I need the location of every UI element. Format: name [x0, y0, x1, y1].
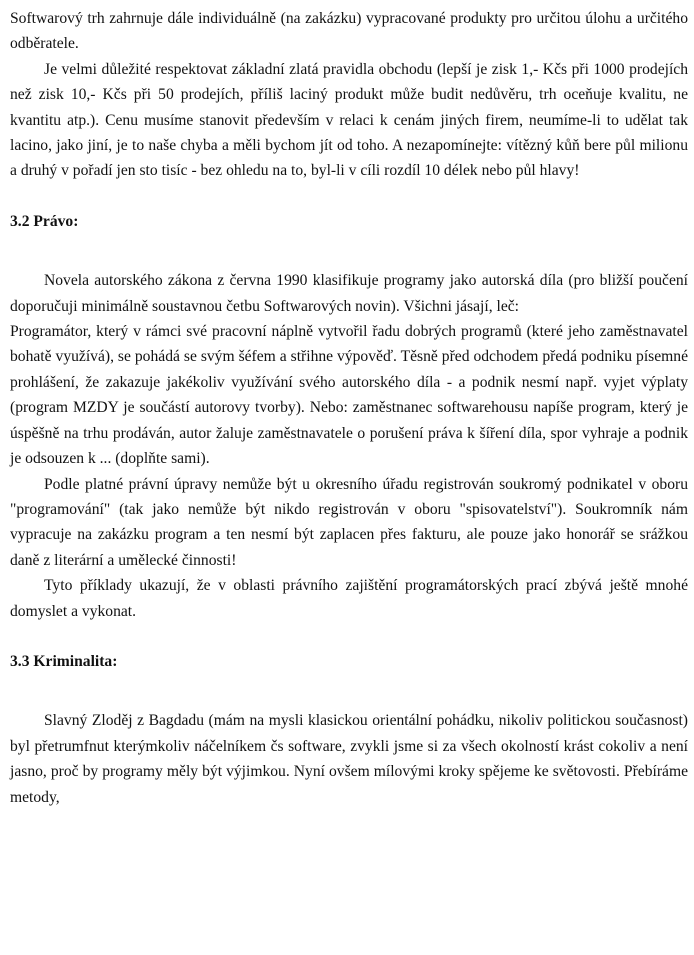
section-spacer — [10, 674, 688, 708]
section-spacer — [10, 624, 688, 649]
law-paragraph-4: Tyto příklady ukazují, že v oblasti právního zajištění programátorských prací zbývá ještě mnohé domyslet a vykonat. — [10, 577, 688, 620]
section-spacer — [10, 234, 688, 268]
section-spacer — [10, 184, 688, 209]
document-page — [10, 6, 688, 810]
intro-paragraph-2: Je velmi důležité respektovat základní zlatá pravidla obchodu (lepší je zisk 1,- Kčs při 1000 prodejích než zisk 10,- Kčs při 50 prodejích, příliš laciný produkt může budit nedůvěru, trh oceňuje kvalitu, ne kvantitu atp.). Cenu musíme stanovit především v relaci k cenám jiných firem, neumíme-li to udělat tak lacino, jako jiní, je to naše chyba a měli bychom jít od toho. A nezapomínejte: vítězný kůň bere půl milionu a druhý v pořadí jen sto tisíc - bez ohledu na to, byl-li v cíli rozdíl 10 délek nebo půl hlavy! — [10, 60, 688, 180]
intro-paragraph-1: Softwarový trh zahrnuje dále individuálně (na zakázku) vypracované produkty pro určitou úlohu a určitého odběratele. — [10, 10, 688, 53]
section-heading-law: 3.2 Právo: — [10, 212, 79, 230]
section-heading-crime: 3.3 Kriminalita: — [10, 652, 118, 670]
law-paragraph-1: Novela autorského zákona z června 1990 klasifikuje programy jako autorská díla (pro bližší poučení doporučuji minimálně soustavnou četbu Softwarových novin). Všichni jásají, leč: — [10, 272, 688, 315]
crime-paragraph-1: Slavný Zloděj z Bagdadu (mám na mysli klasickou orientální pohádku, nikoliv politickou současnost) byl přetrumfnut kterýmkoliv náčelníkem čs software, zvykli jsme si za všech okolností krást cokoliv a není jasno, proč by programy měly být výjimkou. Nyní ovšem mílovými kroky spějeme ke světovosti. Přebíráme metody, — [10, 712, 688, 806]
law-paragraph-3: Podle platné právní úpravy nemůže být u okresního úřadu registrován soukromý podnikatel v oboru "programování" (tak jako nemůže být nikdo registrován v oboru "spisovatelství"). Soukromník nám vypracuje na zakázku program a ten nesmí být zaplacen přes fakturu, ale pouze jako honorář se srážkou daně z literární a umělecké činnosti! — [10, 475, 688, 569]
law-paragraph-2: Programátor, který v rámci své pracovní náplně vytvořil řadu dobrých programů (které jeho zaměstnavatel bohatě využívá), se pohádá se svým šéfem a střihne výpověď. Těsně před odchodem předá podniku písemné prohlášení, že zakazuje jakékoliv využívání svého autorského díla - a podnik nesmí např. vyjet výplaty (program MZDY je součástí autorovy tvorby). Nebo: zaměstnanec softwarehousu napíše program, který je úspěšně na trhu prodáván, autor žaluje zaměstnavatele o porušení práva k šíření díla, spor vyhraje a podnik je odsouzen k ... (doplňte sami). — [10, 323, 688, 468]
